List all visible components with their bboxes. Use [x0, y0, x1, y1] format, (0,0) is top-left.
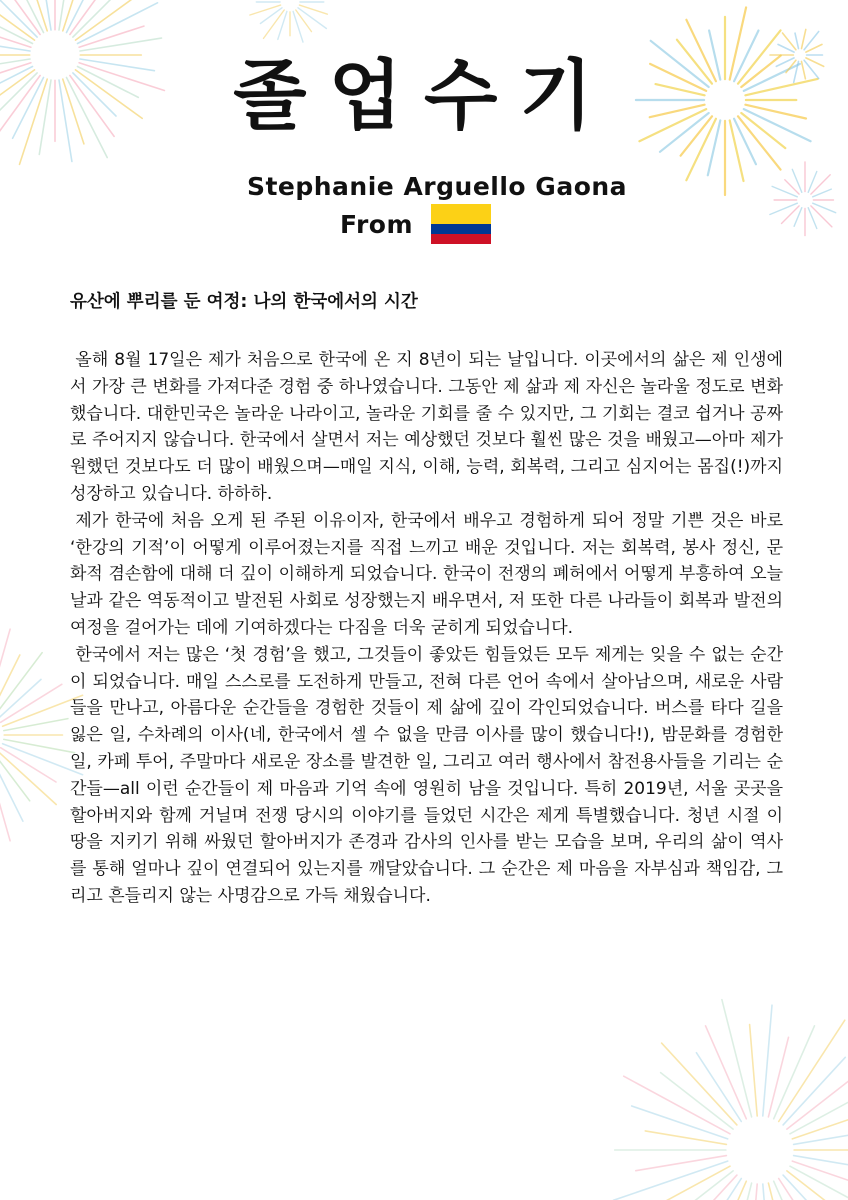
firework-ray	[661, 1073, 734, 1130]
firework-ray	[787, 1171, 848, 1200]
firework-ray	[768, 1037, 788, 1117]
firework-ray	[78, 3, 158, 44]
firework-ray	[787, 1061, 848, 1129]
firework-ray	[250, 5, 281, 15]
author-block	[0, 172, 848, 202]
origin-row	[340, 204, 491, 244]
firework-ray	[278, 11, 287, 39]
firework-ray	[632, 1106, 728, 1139]
firework-ray	[770, 203, 797, 214]
flag-stripe-blue	[431, 224, 491, 234]
firework-ray	[722, 1000, 752, 1117]
firework-ray	[636, 1156, 727, 1171]
firework-top-center	[250, 0, 330, 42]
firework-ray	[0, 655, 20, 713]
firework-ray	[782, 206, 800, 224]
firework-ray	[706, 1026, 747, 1119]
firework-ray	[774, 1026, 815, 1119]
firework-ray	[264, 10, 285, 38]
firework-ray	[774, 1181, 823, 1200]
paragraphs	[70, 347, 783, 910]
firework-ray	[0, 758, 10, 841]
firework-ray	[794, 208, 802, 227]
firework-ray	[80, 38, 162, 51]
firework-ray	[0, 39, 30, 51]
firework-ray	[59, 0, 71, 30]
firework-ray	[750, 1184, 757, 1200]
article-subtitle: 유산에 뿌리를 둔 여정: 나의 한국에서의 시간	[70, 292, 418, 312]
firework-ray	[808, 208, 817, 229]
firework-ray	[26, 0, 47, 31]
firework-ray	[792, 1106, 848, 1139]
paragraph: 한국에서 저는 많은 ‘첫 경험’을 했고, 그것들이 좋았든 힘들었든 모두 제게는 잊을 수 없는 순간이 되었습니다. 매일 스스로를 도전하게 만들고, 전혀 다른 언어 속에서 살아남으며, 새로운 사람들을 만나고, 아름다운 순간들을 경험한 것들이 제 삶에 깊이 각인되었습니다. 버스를 타다 길을 잃은 일, 수차례의 이사(네, 한국에서 셀 수 없을 만큼 이사를 많이 했습니다!), 밤문화를 경험한 일, 카페 투어, 주말마다 새로운 장소를 발견한 일, 그리고 여러 행사에서 참전용사들을 기리는 순간들—all 이런 순간들이 제 마음과 기억 속에 영원히 남을 것입니다. 특히 2019년, 서울 곳곳을 할아버지와 함께 거닐며 전쟁 당시의 이야기를 들었던 시간은 제게 특별했습니다. 청년 시절 이 땅을 지키기 위해 싸웠던 할아버지가 존경과 감사의 인사를 받는 모습을 보며, 우리의 삶이 역사를 통해 얼마나 깊이 연결되어 있는지를 깨달았습니다. 그 순간은 제 마음을 자부심과 책임감, 그리고 흔들리지 않는 사명감으로 가득 채웠습니다.	[70, 644, 783, 906]
firework-ray	[3, 0, 44, 33]
firework-ray	[750, 1025, 758, 1117]
firework-ray	[811, 206, 832, 227]
author-name: Stephanie Arguello Gaona	[246, 172, 628, 201]
firework-ray	[802, 29, 806, 48]
from-label: From	[340, 209, 414, 239]
firework-ray	[779, 1020, 845, 1121]
firework-ray	[804, 32, 819, 50]
firework-ray	[4, 739, 75, 752]
page-title: 졸업수기	[233, 51, 615, 140]
firework-ray	[778, 44, 794, 52]
firework-ray	[4, 719, 68, 731]
firework-ray	[696, 1053, 741, 1122]
firework-ray	[691, 1179, 741, 1200]
firework-bottom-right	[613, 1000, 848, 1200]
firework-ray	[727, 1183, 752, 1200]
colombia-flag-icon	[431, 204, 491, 244]
paragraph: 제가 한국에 처음 오게 된 주된 이유이자, 한국에서 배우고 경험하게 되어 정말 기쁜 것은 바로 ‘한강의 기적’이 어떻게 이루어졌는지를 직접 느끼고 배운 것입니다. 저는 회복력, 봉사 정신, 문화적 겸손함에 대해 더 깊이 이해하게 되었습니다. 한국이 전쟁의 폐허에서 어떻게 부흥하여 오늘날과 같은 역동적이고 발전된 사회로 성장했는지 배우면서, 저 또한 다른 나라들이 회복과 발전의 여정을 걸어가는 데에 기여하겠다는 다짐을 더욱 굳히게 되었습니다.	[70, 510, 783, 638]
firework-ray	[763, 1184, 772, 1200]
firework-ray	[0, 679, 41, 718]
firework-ray	[0, 0, 35, 40]
firework-ray	[1, 748, 56, 782]
firework-ray	[0, 629, 10, 712]
firework-ray	[0, 0, 40, 35]
firework-ray	[668, 1171, 733, 1200]
firework-ray	[641, 1166, 730, 1200]
firework-ray	[76, 0, 137, 40]
firework-ray	[783, 33, 796, 50]
firework-ray	[0, 751, 56, 804]
firework-ray	[293, 11, 303, 42]
firework-ray	[299, 5, 327, 14]
firework-ray	[624, 1076, 730, 1134]
firework-ray	[0, 20, 31, 48]
firework-ray	[790, 1095, 848, 1134]
firework-ray	[1, 684, 62, 722]
firework-ray	[806, 44, 822, 52]
firework-ray	[783, 1175, 839, 1200]
firework-ray	[768, 1183, 791, 1200]
firework-ray	[63, 0, 91, 31]
firework-ray	[779, 1179, 835, 1200]
firework-ray	[260, 8, 282, 24]
firework-ray	[794, 1156, 848, 1173]
firework-ray	[794, 1125, 848, 1145]
paragraph: 올해 8월 17일은 제가 처음으로 한국에 온 지 8년이 되는 날입니다. 이곳에서의 삶은 제 인생에서 가장 큰 변화를 가져다준 경험 중 하나였습니다. 그동안 제 삶과 제 자신은 놀라울 정도로 변화했습니다. 대한민국은 놀라운 나라이고, 놀라운 기회를 줄 수 있지만, 그 기회는 결코 쉽거나 공짜로 주어지지 않습니다. 한국에서 살면서 저는 예상했던 것보다 훨씬 많은 것을 배웠고—아마 제가 원했던 것보다도 더 많이 배웠으며—매일 지식, 이해, 능력, 회복력, 그리고 심지어는 몸집(!)까지 성장하고 있습니다. 하하하.	[70, 350, 783, 504]
firework-ray	[73, 0, 116, 37]
firework-ray	[698, 1181, 747, 1200]
firework-ray	[645, 1131, 726, 1145]
firework-ray	[0, 754, 30, 801]
firework-ray	[795, 33, 799, 49]
firework-ray	[783, 1057, 845, 1125]
firework-ray	[792, 1161, 848, 1200]
firework-ray	[296, 10, 312, 32]
firework-ray	[0, 13, 33, 44]
flag-stripe-yellow	[431, 204, 491, 224]
firework-ray	[38, 0, 51, 30]
firework-ray	[790, 1166, 848, 1200]
firework-ray	[0, 757, 23, 822]
firework-ray	[813, 203, 836, 213]
firework-ray	[662, 1175, 737, 1200]
article-body	[70, 289, 783, 910]
flag-stripe-red	[431, 234, 491, 244]
firework-ray	[0, 0, 37, 37]
firework-ray	[79, 26, 144, 47]
firework-ray	[763, 1005, 772, 1116]
firework-ray	[70, 0, 119, 35]
firework-ray	[662, 1043, 737, 1125]
firework-ray	[298, 8, 326, 29]
firework-ray	[613, 1161, 727, 1200]
firework-ray	[0, 653, 42, 716]
firework-ray	[67, 0, 98, 33]
